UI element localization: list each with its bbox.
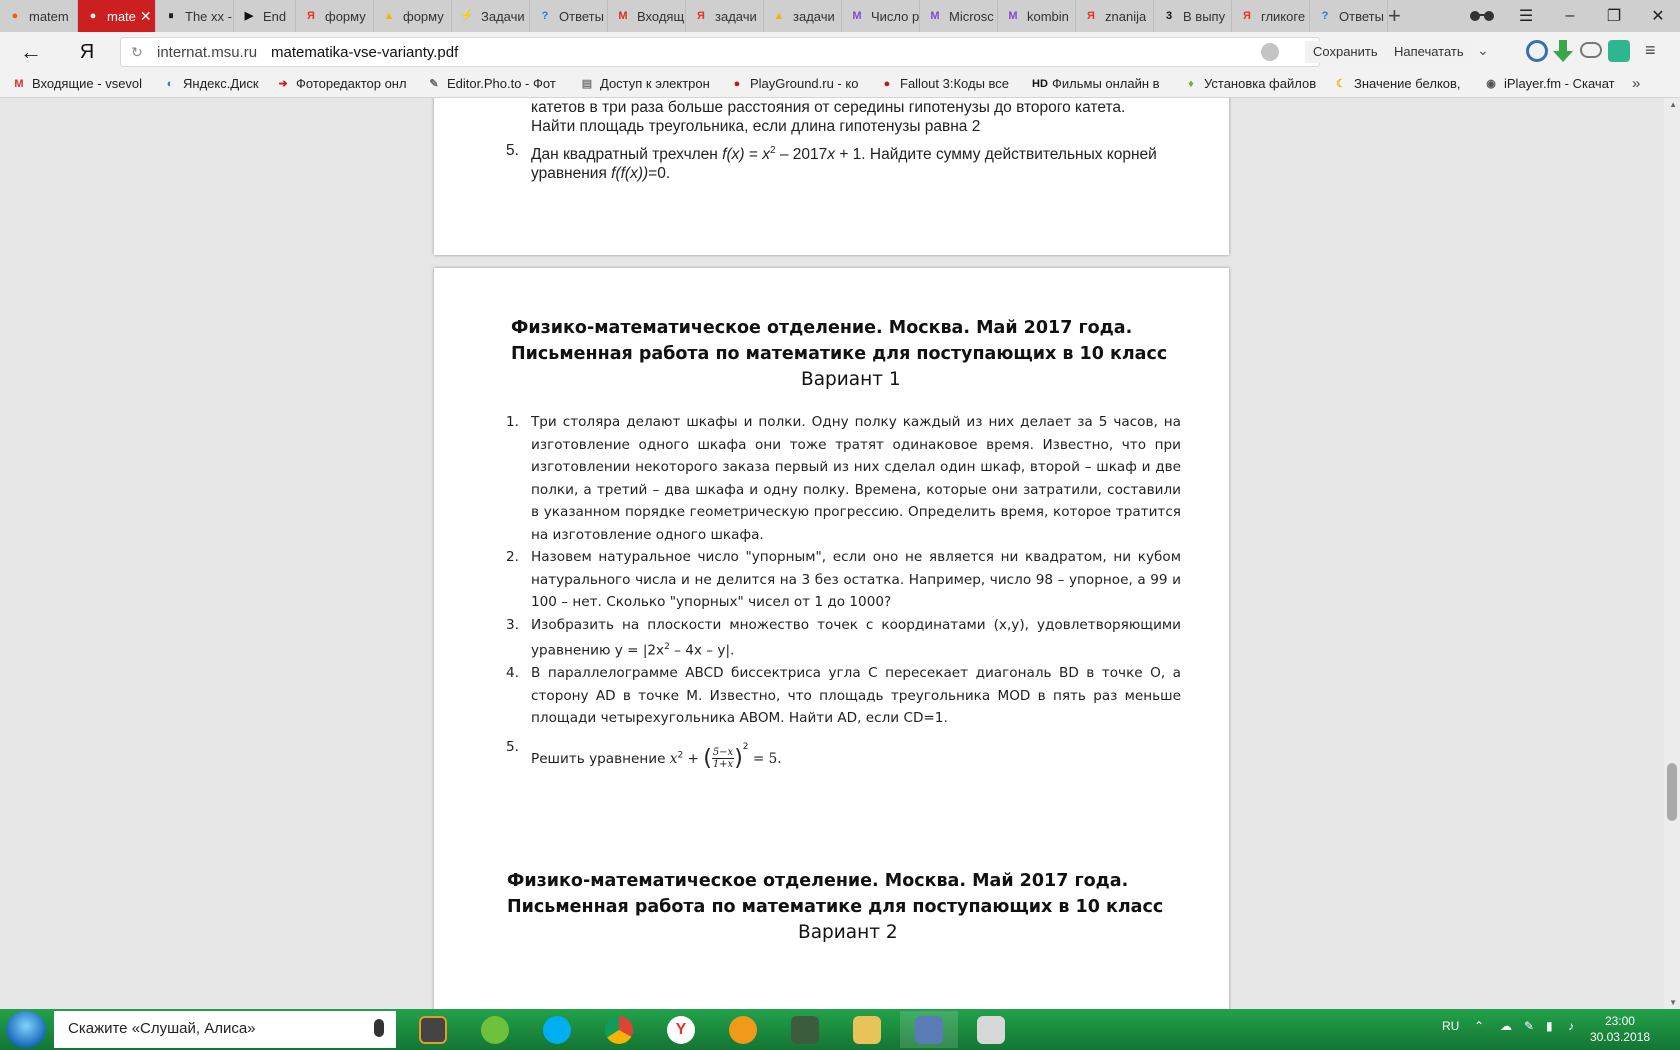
gmail-icon: M	[618, 10, 628, 22]
scrollbar-thumb[interactable]	[1667, 763, 1677, 821]
tab-bar	[0, 0, 1680, 32]
tray-expand-icon[interactable]: ⌃	[1474, 1019, 1485, 1033]
bookmark-label: Фоторедактор онл	[296, 76, 407, 91]
clock-date: 30.03.2018	[1589, 1030, 1650, 1044]
doc-icon: ▤	[581, 77, 593, 90]
disk-icon: ◐	[166, 77, 174, 90]
tab-3[interactable]	[234, 0, 296, 32]
system-clock[interactable]	[1590, 1013, 1650, 1045]
bookmark-5[interactable]	[730, 76, 875, 91]
chevron-down-icon[interactable]: ⌄	[1477, 42, 1489, 58]
yandex-logo-icon[interactable]: Я	[79, 40, 95, 63]
taskbar-app-skype[interactable]	[528, 1011, 586, 1048]
volume-icon[interactable]: ♪	[1568, 1019, 1574, 1033]
play-icon: ▶	[244, 10, 254, 22]
globe-icon[interactable]	[1261, 43, 1279, 61]
variant2-title: Вариант 2	[798, 922, 898, 943]
tab-title: Ответы	[559, 8, 604, 24]
variant2-heading-line2: Письменная работа по математике для поступающих в 10 класс	[507, 897, 1164, 917]
pdf-page	[434, 98, 1229, 255]
tab-14[interactable]	[1076, 0, 1154, 32]
grammarly-icon[interactable]	[1608, 40, 1630, 62]
minimize-button[interactable]: –	[1565, 7, 1575, 24]
leaf-icon: ♦	[1188, 77, 1194, 90]
pdf-page	[434, 268, 1229, 1009]
url-path: matematika-vse-varianty.pdf	[271, 44, 459, 61]
bookmark-4[interactable]	[580, 76, 725, 91]
bookmark-0[interactable]	[12, 76, 152, 91]
tab-title: kombin	[1027, 8, 1069, 24]
question-icon: ?	[1321, 10, 1329, 22]
three-icon: 3	[1165, 10, 1173, 22]
tab-10[interactable]	[764, 0, 842, 32]
tab-8[interactable]	[608, 0, 686, 32]
start-button[interactable]	[6, 1011, 46, 1048]
bookmark-label: Fallout 3:Коды все	[900, 76, 1010, 91]
bookmark-9[interactable]	[1334, 76, 1476, 91]
problem-3: 3. Изобразить на плоскости множество точек с координатами (x,y), удовлетворяющими уравнению $y = |2x^2 - 4x - y|$.	[506, 616, 1181, 659]
tab-title: The xx -	[185, 8, 232, 24]
problem-list	[434, 411, 1229, 770]
tab-title: matem	[29, 8, 69, 24]
banana-icon: ☾	[1336, 77, 1346, 90]
url-host: internat.msu.ru	[157, 44, 258, 61]
bookmark-label: Фильмы онлайн в	[1052, 76, 1160, 91]
tab-7[interactable]	[530, 0, 608, 32]
m-icon: M	[1008, 10, 1018, 22]
scroll-down-icon[interactable]: ▼	[1669, 998, 1677, 1007]
tab-title: В выпу	[1183, 8, 1226, 24]
tab-title: задачи	[715, 8, 757, 24]
yandex-icon: Я	[307, 10, 315, 22]
bookmark-1[interactable]	[163, 76, 271, 91]
tab-13[interactable]	[998, 0, 1076, 32]
language-indicator[interactable]: RU	[1442, 1019, 1460, 1033]
bookmark-10[interactable]	[1484, 76, 1624, 91]
bookmark-2[interactable]	[276, 76, 421, 91]
colorful-favicon-icon: ●	[11, 10, 19, 22]
bookmarks-bar	[0, 72, 1680, 98]
print-pdf-button[interactable]: Напечатать	[1386, 41, 1472, 63]
taskbar-app-player[interactable]	[714, 1011, 772, 1048]
colorful-favicon-icon: ●	[89, 10, 97, 22]
problem-4-line-1: катетов в три раза больше расстояния от середины гипотенузы до второго катета.	[531, 99, 1126, 116]
bookmark-6[interactable]	[880, 76, 1025, 91]
taskbar-app-yandex-browser[interactable]: Y	[652, 1011, 710, 1048]
taskbar-app-utorrent[interactable]	[466, 1011, 524, 1048]
tab-1[interactable]	[78, 0, 156, 32]
bookmark-label: Входящие - vsevol	[32, 76, 143, 91]
close-window-button[interactable]: ✕	[1651, 8, 1665, 25]
extension-triangle-icon[interactable]	[1526, 40, 1548, 62]
tab-title: Входящ	[637, 8, 685, 24]
pdf-viewer[interactable]	[0, 98, 1680, 1009]
taskbar-app-browser-active[interactable]	[900, 1011, 958, 1048]
tab-12[interactable]	[920, 0, 998, 32]
cortana-search-box[interactable]	[54, 1011, 396, 1048]
cloud-icon[interactable]	[1580, 42, 1602, 58]
pause-icon: ⏸	[168, 10, 174, 22]
yandex-icon: Я	[1087, 10, 1095, 22]
m-icon: M	[930, 10, 940, 22]
new-tab-button[interactable]: +	[1388, 3, 1401, 28]
taskbar	[0, 1009, 1680, 1050]
scroll-up-icon[interactable]: ▲	[1669, 100, 1677, 109]
image-icon: ▲	[773, 10, 785, 22]
bookmark-label: iPlayer.fm - Скачат	[1504, 76, 1615, 91]
problem-4: 4. В параллелограмме ABCD биссектриса угла С пересекает диагональ BD в точке О, а сторону AD в точке М. Известно, что площадь треугольника MOD в пять раз меньше площади четырехугольника ABOM. Найти AD, если CD=1.	[506, 665, 1181, 727]
problem-5: 5. Решить уравнение $x^2$ + ( $\frac{5-x}{1+x}$ )$^2$ = 5.	[506, 738, 782, 771]
tab-17[interactable]	[1310, 0, 1388, 32]
hd-icon: HD	[1032, 77, 1048, 90]
image-icon: ▲	[383, 10, 395, 22]
save-pdf-button[interactable]: Сохранить	[1305, 41, 1386, 63]
bookmark-label: Editor.Pho.to - Фот	[447, 76, 556, 91]
taskbar-app-chrome[interactable]	[590, 1011, 648, 1048]
reload-icon[interactable]: ↻	[131, 44, 143, 60]
bookmark-7[interactable]	[1032, 76, 1177, 91]
more-icon[interactable]: ≡	[1645, 40, 1656, 60]
tab-title: Задачи	[481, 8, 525, 24]
tab-title: задачи	[793, 8, 835, 24]
clock-time: 23:00	[1604, 1014, 1635, 1028]
tab-5[interactable]	[374, 0, 452, 32]
tab-0[interactable]	[0, 0, 78, 32]
bookmark-8[interactable]	[1184, 76, 1326, 91]
taskbar-app-explorer[interactable]	[838, 1011, 896, 1048]
scrollbar[interactable]	[1664, 98, 1680, 1009]
tab-title: znanija	[1105, 8, 1147, 24]
variant2-heading-line1: Физико-математическое отделение. Москва. Май 2017 года.	[507, 871, 1129, 891]
tab-title: Microsc	[949, 8, 994, 24]
variant1-heading-line1: Физико-математическое отделение. Москва. Май 2017 года.	[511, 318, 1133, 338]
tab-title: Число р	[871, 8, 919, 24]
taskbar-app-sublime[interactable]	[404, 1011, 462, 1048]
restore-button[interactable]: ❐	[1606, 8, 1622, 25]
m-icon: M	[852, 10, 862, 22]
yandex-icon: Я	[1243, 10, 1251, 22]
pen-icon[interactable]: ✎	[1524, 1019, 1535, 1033]
arrow-icon: ➜	[278, 77, 288, 90]
bookmark-3[interactable]	[427, 76, 572, 91]
variant1-heading-line2: Письменная работа по математике для поступающих в 10 класс	[511, 344, 1168, 364]
more-bookmarks-icon[interactable]: »	[1632, 75, 1641, 92]
pho-icon: ✎	[429, 77, 439, 90]
taskbar-app-calculator[interactable]	[962, 1011, 1020, 1048]
tab-title: Ответы	[1339, 8, 1384, 24]
taskbar-app-monitor[interactable]	[776, 1011, 834, 1048]
problem-2: 2. Назовем натуральное число "упорным", если оно не является ни квадратом, ни кубом натурального числа и не делится на 3 без остатка. Например, число 98 – упорное, а 99 и 100 – нет. Сколько "упорных" чисел от 1 до 1000?	[506, 549, 1181, 610]
bookmark-label: Доступ к электрон	[600, 76, 710, 91]
tab-title: гликоге	[1261, 8, 1306, 24]
tab-9[interactable]	[686, 0, 764, 32]
tab-16[interactable]	[1232, 0, 1310, 32]
question-icon: ?	[541, 10, 549, 22]
onedrive-icon[interactable]: ☁	[1500, 1019, 1512, 1033]
tab-title: mate	[107, 8, 136, 24]
yandex-icon: Я	[697, 10, 705, 22]
tab-6[interactable]	[452, 0, 530, 32]
player-icon: ◉	[1486, 77, 1496, 90]
address-bar	[0, 32, 1680, 72]
network-icon[interactable]: ▮	[1546, 1019, 1553, 1033]
menu-icon[interactable]: ☰	[1518, 8, 1534, 25]
tab-11[interactable]	[842, 0, 920, 32]
back-arrow-icon[interactable]: ←	[20, 39, 42, 64]
pg-icon: ●	[733, 77, 741, 90]
tab-15[interactable]	[1154, 0, 1232, 32]
glasses-icon[interactable]	[1460, 0, 1504, 32]
bookmark-label: Установка файлов	[1204, 76, 1317, 91]
tab-title: End	[263, 8, 287, 24]
bookmark-label: Яндекс.Диск	[183, 76, 259, 91]
tab-title: форму	[403, 8, 444, 24]
tab-title: форму	[325, 8, 366, 24]
tab-2[interactable]	[156, 0, 234, 32]
problem-4-line-2: Найти площадь треугольника, если длина гипотенузы равна 2	[531, 118, 981, 135]
microphone-icon[interactable]	[374, 1019, 384, 1037]
url-field[interactable]	[120, 37, 1320, 67]
gmail-icon: M	[14, 77, 24, 90]
tab-4[interactable]	[296, 0, 374, 32]
download-icon[interactable]	[1553, 40, 1573, 62]
problem-1: 1. Три столяра делают шкафы и полки. Одну полку каждый из них делает за 5 часов, на изготовление одного шкафа они тоже тратят одинаковое время. Известно, что при изготовлении некоторого заказа первый из них сделал один шкаф, второй – шкаф и две полки, а третий – два шкафа и одну полку. Времена, которые они затратили, составили в указанном порядке геометрическую прогрессию. Определить время, которое тратится на изготовление одного шкафа.	[506, 414, 1181, 543]
problem-5: 5. Дан квадратный трехчлен $f(x) = x^2 - 2017x + 1$. Найдите сумму действительных корней уравнения f(f(x))=0.	[506, 142, 1157, 183]
close-tab-icon[interactable]: ✕	[139, 7, 152, 24]
variant1-title: Вариант 1	[801, 369, 901, 390]
search-placeholder: Скажите «Слушай, Алиса»	[68, 1020, 256, 1037]
pg-icon: ●	[883, 77, 891, 90]
bookmark-label: Значение белков,	[1354, 76, 1461, 91]
bookmark-label: PlayGround.ru - ко	[750, 76, 859, 91]
lightning-icon: ⚡	[460, 10, 474, 22]
